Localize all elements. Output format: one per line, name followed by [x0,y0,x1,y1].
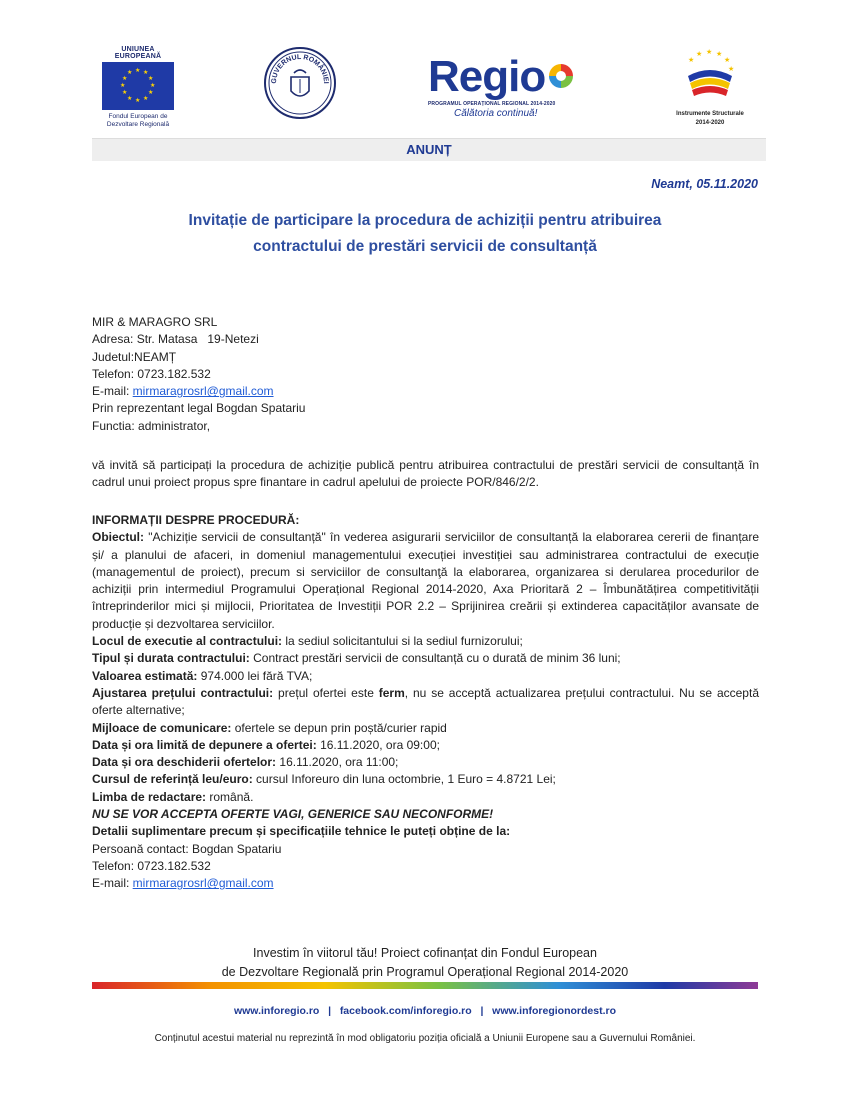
deadline-text: 16.11.2020, ora 09:00; [316,737,440,752]
price-text-1: prețul ofertei este [273,685,379,700]
footer-separator-2: | [480,1005,484,1017]
opening-row [92,754,759,771]
location-label: Locul de executie al contractului: [92,634,283,649]
company-county: Judetul:NEAMȚ [92,349,177,364]
place-date: Neamt, 05.11.2020 [651,177,758,191]
contact-person: Persoană contact: Bogdan Spatariu [92,841,282,856]
company-name: MIR & MARAGRO SRL [92,315,218,329]
exchange-rate-row [92,771,759,788]
rainbow-divider [92,982,758,989]
company-representative: Prin reprezentant legal Bogdan Spatariu [92,401,306,416]
value-label: Valoarea estimată: [92,668,198,683]
title-line-2: contractului de prestări servicii de consultanță [253,238,597,255]
language-text: română. [206,789,254,804]
location-row [92,633,759,650]
price-firm: ferm [378,685,405,700]
announcement-bar [92,138,766,161]
footer-links [92,1005,758,1017]
svg-text:★: ★ [696,50,703,58]
eu-logo [100,46,176,129]
company-details [92,314,759,435]
company-address: Adresa: Str. Matasa 19-Netezi [92,332,259,347]
type-label: Tipul și durata contractului: [92,651,250,666]
svg-text:★: ★ [706,48,713,56]
contact-email-label: E-mail: [92,876,133,891]
svg-text:★: ★ [688,56,695,64]
value-text: 974.000 lei fără TVA; [197,668,313,683]
eu-subtitle-1: Fondul European de [108,113,168,120]
svg-text:★: ★ [716,50,723,58]
government-seal-icon [264,47,336,119]
footer-message [92,944,758,982]
instrumente-structurale-logo [666,46,754,127]
instrumente-structurale-icon [680,46,740,104]
eu-title: UNIUNEA EUROPEANĂ [114,46,162,60]
is-caption-line2: 2014-2020 [695,120,725,126]
regio-color-wheel-icon [548,63,574,89]
eu-subtitle-2: Dezvoltare Regională [106,121,170,128]
details-label: Detalii suplimentare precum și specificațiile tehnice le puteți obține de la: [92,824,511,839]
regio-wordmark: Regio [428,52,546,101]
opening-text: 16.11.2020, ora 11:00; [276,755,399,770]
type-text: Contract prestări servicii de consultanță cu o durată de minim 36 luni; [249,651,621,666]
gov-seal-text: GUVERNUL ROMÂNIEI [270,53,330,84]
title-line-1: Invitație de participare la procedura de achiziții pentru atribuirea [188,212,662,229]
exchange-rate-text: cursul Inforeuro din luna octombrie, 1 Euro = 4.8721 Lei; [252,772,556,787]
price-row [92,685,759,720]
invitation-paragraph: vă invită să participați la procedura de achiziție publică pentru atribuirea contractului de prestări servicii de consultanță în cadrul unui proiect propus spre finantare in cadrul apelului de proiecte POR/846/2/2. [92,458,759,490]
objective-label: Obiectul: [92,530,145,545]
footer-separator-1: | [328,1005,332,1017]
contact-phone: Telefon: 0723.182.532 [92,858,211,873]
document-title [92,208,758,260]
communication-label: Mijloace de comunicare: [92,720,232,735]
exchange-rate-label: Cursul de referință leu/euro: [92,772,253,787]
opening-label: Data și ora deschiderii ofertelor: [92,755,277,770]
language-label: Limba de redactare: [92,789,207,804]
eu-flag-icon: ★ ★ ★ ★ ★ ★ ★ ★ ★ ★ ★ ★ [102,62,174,110]
footer-disclaimer: Conținutul acestui material nu reprezintă în mod obligatoriu poziția oficială a Uniunii Europene sau a Guvernului României. [154,1033,696,1044]
location-text: la sediul solicitantului si la sediul furnizorului; [282,634,523,649]
communication-text: ofertele se depun prin poștă/curier rapid [231,720,447,735]
footer-line-2: de Dezvoltare Regională prin Programul Operațional Regional 2014-2020 [221,965,629,979]
warning-text: NU SE VOR ACCEPTA OFERTE VAGI, GENERICE SAU NECONFORME! [92,807,494,822]
contact-email-link[interactable]: mirmaragrosrl@gmail.com [132,876,274,891]
objective-text: "Achiziție servicii de consultanță" în vederea asigurarii serviciilor de consultanță la elaborarea cererii de finanțare și/ a planului de afaceri, in domeniul managementului execuției investiției sau administrarea contractului de execuție (managementul de proiect), precum si serviciilor de consultanţă la elaborarea, organizarea si derularea procedurilor de achiziții prin intermediul Programului Operațional Regional 2014-2020, Axa Prioritară 2 – Îmbunătățirea competitivității întreprinderilor mici și mijlocii, Prioritatea de Investiții POR 2.2 – Sprijinirea creării și extinderea capacităților avansate de producție și dezvoltarea serviciilor. [92,530,759,631]
procedure-info [92,512,759,893]
regio-program-label: PROGRAMUL OPERAȚIONAL REGIONAL 2014-2020 [428,101,556,107]
price-text-2: , nu se acceptă actualizarea prețului contractului. Nu se acceptă oferte alternative; [92,685,759,718]
communication-row [92,720,759,737]
footer-link-inforegionordest[interactable]: www.inforegionordest.ro [492,1005,617,1017]
company-email-label: E-mail: [92,384,133,399]
announcement-label: ANUNȚ [406,142,452,157]
footer-link-inforegio[interactable]: www.inforegio.ro [233,1005,320,1017]
language-row [92,789,759,806]
footer-line-1: Investim în viitorul tău! Proiect cofinanțat din Fondul European [253,946,597,960]
is-caption-line1: Instrumente Structurale [676,111,744,117]
contact-email-row [92,875,759,892]
company-function: Functia: administrator, [92,418,211,433]
objective-row [92,529,759,633]
company-phone: Telefon: 0723.182.532 [92,366,211,381]
procedure-heading: INFORMAȚII DESPRE PROCEDURĂ: [92,513,300,527]
company-email-row [92,383,759,400]
value-row [92,668,759,685]
svg-text:★: ★ [724,56,731,64]
regio-tagline: Călătoria continuă! [454,108,538,119]
deadline-label: Data și ora limită de depunere a ofertei: [92,737,317,752]
svg-text:★: ★ [728,65,735,73]
regio-logo [428,52,578,119]
footer-link-facebook[interactable]: facebook.com/inforegio.ro [339,1005,472,1017]
company-email-link[interactable]: mirmaragrosrl@gmail.com [132,384,274,399]
price-label: Ajustarea prețului contractului: [92,685,274,700]
type-row [92,650,759,667]
deadline-row [92,737,759,754]
